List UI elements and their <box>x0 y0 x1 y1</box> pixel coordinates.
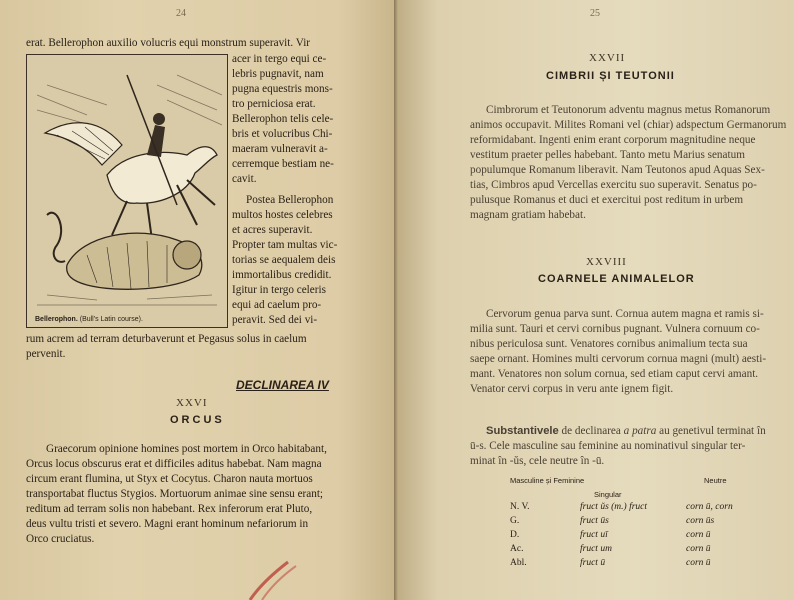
table-row-neut: corn ū, corn <box>686 502 733 512</box>
grammar-text: de declinarea <box>558 425 624 437</box>
text-line: Cervorum genua parva sunt. Cornua autem magna et ramis si- <box>486 308 764 320</box>
text-line: equi ad caelum pro- <box>232 299 322 311</box>
text-line: minat în -ŭs, cele neutre în -ū. <box>470 455 605 467</box>
table-row-case: D. <box>510 530 520 540</box>
text-line: magnam gratiam habebat. <box>470 209 586 221</box>
table-row-case: Abl. <box>510 558 527 568</box>
page-number-left: 24 <box>176 8 186 19</box>
text-line: pervenit. <box>26 348 66 360</box>
text-line: peravit. Sed dei vi- <box>232 314 318 326</box>
figure-caption-title: Bellerophon. <box>35 316 78 323</box>
lesson-title: CIMBRII ȘI TEUTONII <box>546 70 675 82</box>
table-row-neut: corn ū <box>686 544 711 554</box>
text-line: cerremque bestiam ne- <box>232 158 334 170</box>
text-line: pulusque Romanus et duci et exercitui post reditum in urbem <box>470 194 744 206</box>
text-line: cavit. <box>232 173 257 185</box>
text-line: milia sunt. Tauri et cervi cornibus pugnant. Vulnera cornuum co- <box>470 323 760 335</box>
text-line: transportabat fluctus Stygios. Mortuorum animae sine sensu erant; <box>26 488 324 500</box>
text-line: multos hostes celebres <box>232 209 333 221</box>
table-number-label: Singular <box>594 490 622 499</box>
lesson-number: XXVIII <box>586 256 627 268</box>
text-line: Propter tam multas vic- <box>232 239 338 251</box>
text-line: Postea Bellerophon <box>246 194 334 206</box>
text-line: vestitum praeter pelles habebant. Tanto metu Marius senatum <box>470 149 745 161</box>
text-line: pugna equestris mons- <box>232 83 333 95</box>
text-line: immortalibus credidit. <box>232 269 332 281</box>
table-row-masc: fruct ŭs (m.) fruct <box>580 502 648 512</box>
text-line: lebris pugnavit, nam <box>232 68 324 80</box>
text-line: torias se aequalem deis <box>232 254 336 266</box>
lesson-number: XXVII <box>589 52 626 64</box>
text-line: Orcus locus obscurus erat et difficiles aditus habebat. Nam magna <box>26 458 322 470</box>
bellerophon-illustration <box>26 54 228 328</box>
text-line: Venator cervi corpus in veru ante ignem figit. <box>470 383 674 395</box>
text-line: reditum ad terram solis non habebant. Rex inferorum erat Pluto, <box>26 503 313 515</box>
text-line: Cimbrorum et Teutonorum adventu magnus metus Romanorum <box>486 104 771 116</box>
text-line: animos occupavit. Milites Romani vel (chiar) adspectum Germanorum <box>470 119 787 131</box>
table-row-case: N. V. <box>510 502 530 512</box>
grammar-text: au genetivul terminat în <box>656 425 766 437</box>
table-row-neut: corn ū <box>686 530 711 540</box>
table-header-masc: Masculine și Feminine <box>510 476 585 485</box>
text-line: Bellerophon telis cele- <box>232 113 334 125</box>
text-line: saepe ornant. Homines multi cervorum cornua magni (mult) aesti- <box>470 353 767 365</box>
declension-heading: DECLINAREA IV <box>236 378 329 392</box>
text-line: ū-s. Cele masculine sau feminine au nominativul singular ter- <box>470 440 746 452</box>
table-header-neut: Neutre <box>704 476 727 485</box>
lesson-title: ORCUS <box>170 414 225 426</box>
table-row-masc: fruct um <box>580 544 612 554</box>
text-line: maeram vulneravit a- <box>232 143 328 155</box>
table-row-masc: fruct ūs <box>580 516 609 526</box>
figure-caption-source: (Bull's Latin course). <box>79 316 143 323</box>
table-row-neut: corn ū <box>686 558 711 568</box>
grammar-term: Substantivele <box>486 425 559 437</box>
text-line: bris et volucribus Chi- <box>232 128 333 140</box>
text-line: tro perniciosa erat. <box>232 98 316 110</box>
text-line: populumque Romanum liberavit. Nam Teutonos apud Aquas Sex- <box>470 164 765 176</box>
table-row-masc: fruct uī <box>580 530 608 540</box>
page-number-right: 25 <box>590 8 600 19</box>
text-line: tias, Cimbros apud Vercellas exercitu suo superavit. Senatus po- <box>470 179 757 191</box>
text-line: mant. Venatores non solum cornua, sed etiam caput cervi amant. <box>470 368 759 380</box>
text-line: reformidabant. Ingenti enim erant corporum magnitudine neque <box>470 134 756 146</box>
grammar-rule <box>486 424 766 439</box>
table-row-neut: corn ūs <box>686 516 715 526</box>
figure-caption <box>35 316 143 323</box>
text-line: nibus periculosa sunt. Venatores cornibus animalium tecta sua <box>470 338 748 350</box>
bellerophon-engraving-icon <box>27 55 227 327</box>
text-line: Graecorum opinione homines post mortem in Orco habitabant, <box>46 443 327 455</box>
red-pencil-mark-icon <box>240 560 310 600</box>
text-line: et acres superavit. <box>232 224 313 236</box>
text-line: Orco cruciatus. <box>26 533 95 545</box>
table-row-masc: fruct ū <box>580 558 606 568</box>
table-row-case: G. <box>510 516 520 526</box>
text-line: Igitur in tergo celeris <box>232 284 326 296</box>
text-line: deus vultu tristi et severo. Magni erant hominum nefariorum in <box>26 518 309 530</box>
text-line: erat. Bellerophon auxilio volucris equi monstrum superavit. Vir <box>26 37 311 49</box>
lesson-number: XXVI <box>176 397 208 409</box>
text-line: circum erant flumina, ut Styx et Cocytus. Charon nauta mortuos <box>26 473 313 485</box>
text-line: acer in tergo equi ce- <box>232 53 327 65</box>
text-line: rum acrem ad terram deturbaverunt et Pegasus solus in caelum <box>26 333 307 345</box>
lesson-title: COARNELE ANIMALELOR <box>538 273 695 285</box>
table-row-case: Ac. <box>510 544 524 554</box>
right-page <box>398 0 794 600</box>
grammar-italic: a patra <box>623 425 657 437</box>
